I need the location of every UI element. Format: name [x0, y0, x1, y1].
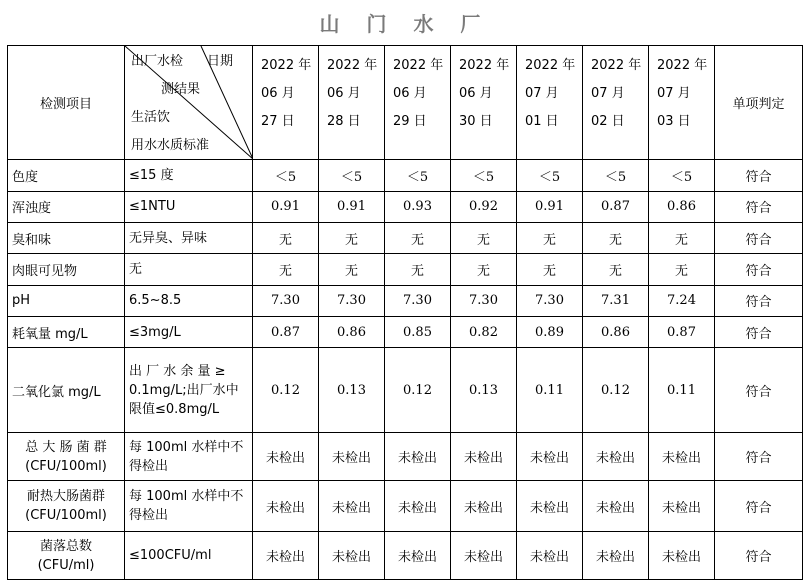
result-value: 无 [649, 254, 715, 285]
table-row [8, 160, 803, 191]
header-date [649, 46, 715, 160]
table-row [8, 222, 803, 253]
header-date-d: 29 日 [393, 114, 427, 129]
table-row [8, 254, 803, 285]
result-value: 0.91 [319, 191, 385, 222]
result-value: 0.11 [649, 348, 715, 433]
judgement: 符合 [715, 433, 803, 481]
judgement: 符合 [715, 532, 803, 580]
result-value: 0.86 [319, 317, 385, 348]
diag-bottom-2: 用水水质标准 [131, 138, 210, 153]
diag-mid: 测结果 [161, 82, 201, 97]
result-value: ＜5 [385, 160, 451, 191]
judgement: 符合 [715, 222, 803, 253]
item-name: 色度 [8, 160, 125, 191]
water-quality-table [7, 45, 803, 580]
header-date-d: 03 日 [657, 114, 691, 129]
standard-line: ≤15 度 [129, 167, 174, 183]
result-value: 7.24 [649, 285, 715, 316]
result-value: 无 [319, 222, 385, 253]
header-date-m: 06 月 [459, 86, 493, 101]
judgement: 符合 [715, 254, 803, 285]
result-value: 未检出 [583, 433, 649, 481]
item-name-line: 菌落总数 [39, 538, 92, 554]
standard-line: ≤1NTU [129, 199, 176, 215]
header-date-y: 2022 年 [393, 58, 444, 73]
header-judge-label: 单项判定 [715, 46, 803, 160]
header-date-d: 28 日 [327, 114, 361, 129]
table-row [8, 433, 803, 481]
item-name-line: (CFU/100ml) [25, 458, 107, 474]
result-value: 7.30 [451, 285, 517, 316]
item-name-line: (CFU/100ml) [25, 508, 107, 524]
diag-top-left: 出厂水检 [131, 54, 184, 69]
header-date [385, 46, 451, 160]
standard-line: 6.5~8.5 [129, 293, 182, 309]
table-row [8, 348, 803, 433]
result-value: 无 [385, 254, 451, 285]
standard-line: 无异臭、异味 [129, 230, 208, 246]
result-value: 未检出 [517, 532, 583, 580]
standard-limit [125, 222, 253, 253]
result-value: ＜5 [583, 160, 649, 191]
item-name: pH [8, 285, 125, 316]
standard-line: 每 100ml 水样中不 [129, 439, 244, 455]
header-date-y: 2022 年 [525, 58, 576, 73]
page-title: 山 门 水 厂 [319, 12, 491, 36]
table-row [8, 285, 803, 316]
header-date-y: 2022 年 [459, 58, 510, 73]
header-date [319, 46, 385, 160]
item-name-line: 总 大 肠 菌 群 [25, 439, 107, 455]
result-value: 未检出 [319, 433, 385, 481]
result-value: 0.12 [583, 348, 649, 433]
standard-limit [125, 191, 253, 222]
judgement: 符合 [715, 480, 803, 532]
result-value: 0.91 [253, 191, 319, 222]
result-value: ＜5 [517, 160, 583, 191]
result-value: ＜5 [649, 160, 715, 191]
result-value: 无 [253, 222, 319, 253]
result-value: 无 [451, 254, 517, 285]
result-value: 未检出 [385, 480, 451, 532]
standard-limit [125, 532, 253, 580]
header-date-m: 06 月 [327, 86, 361, 101]
item-name-line: (CFU/ml) [37, 557, 95, 573]
result-value: ＜5 [319, 160, 385, 191]
header-date-y: 2022 年 [657, 58, 708, 73]
standard-limit [125, 317, 253, 348]
result-value: 无 [517, 254, 583, 285]
result-value: 未检出 [649, 532, 715, 580]
result-value: 未检出 [517, 433, 583, 481]
header-date [583, 46, 649, 160]
result-value: 0.12 [253, 348, 319, 433]
result-value: ＜5 [451, 160, 517, 191]
item-name: 浑浊度 [8, 191, 125, 222]
standard-limit [125, 480, 253, 532]
result-value: 未检出 [319, 480, 385, 532]
result-value: 0.87 [583, 191, 649, 222]
result-value: 未检出 [517, 480, 583, 532]
standard-line: 限值≤0.8mg/L [129, 401, 220, 417]
item-name [8, 480, 125, 532]
standard-line: ≤3mg/L [129, 324, 181, 340]
result-value: 无 [649, 222, 715, 253]
standard-limit [125, 348, 253, 433]
table-row [8, 480, 803, 532]
result-value: 未检出 [253, 433, 319, 481]
result-value: 0.92 [451, 191, 517, 222]
header-date-y: 2022 年 [327, 58, 378, 73]
standard-line: 每 100ml 水样中不 [129, 489, 244, 505]
result-value: 无 [253, 254, 319, 285]
header-date-m: 06 月 [261, 86, 295, 101]
result-value: 无 [583, 222, 649, 253]
result-value: 0.13 [451, 348, 517, 433]
standard-line: 得检出 [129, 508, 169, 524]
header-date-d: 02 日 [591, 114, 625, 129]
result-value: 未检出 [583, 532, 649, 580]
item-name-line: 耐热大肠菌群 [26, 489, 105, 505]
result-value: 7.30 [385, 285, 451, 316]
result-value: 未检出 [649, 480, 715, 532]
judgement: 符合 [715, 317, 803, 348]
standard-line: 出 厂 水 余 量 ≥ [129, 363, 226, 379]
standard-limit [125, 285, 253, 316]
result-value: 7.31 [583, 285, 649, 316]
table-body [8, 46, 803, 580]
result-value: ＜5 [253, 160, 319, 191]
standard-line: 得检出 [129, 458, 169, 474]
header-date-d: 01 日 [525, 114, 559, 129]
table-row [8, 532, 803, 580]
result-value: 0.12 [385, 348, 451, 433]
standard-limit [125, 254, 253, 285]
standard-line: 无 [129, 261, 143, 277]
standard-limit [125, 433, 253, 481]
table-row [8, 191, 803, 222]
result-value: 0.11 [517, 348, 583, 433]
item-name: 肉眼可见物 [8, 254, 125, 285]
header-date-d: 30 日 [459, 114, 493, 129]
header-row [8, 46, 803, 160]
diag-bottom-1: 生活饮 [131, 110, 171, 125]
result-value: 无 [451, 222, 517, 253]
result-value: 0.86 [649, 191, 715, 222]
judgement: 符合 [715, 191, 803, 222]
header-date [451, 46, 517, 160]
result-value: 未检出 [451, 480, 517, 532]
header-date-m: 07 月 [657, 86, 691, 101]
result-value: 未检出 [649, 433, 715, 481]
result-value: 未检出 [451, 433, 517, 481]
result-value: 0.82 [451, 317, 517, 348]
result-value: 0.91 [517, 191, 583, 222]
result-value: 0.87 [253, 317, 319, 348]
judgement: 符合 [715, 285, 803, 316]
judgement: 符合 [715, 348, 803, 433]
standard-line: 0.1mg/L;出厂水中 [129, 382, 239, 398]
result-value: 0.87 [649, 317, 715, 348]
item-name: 耗氧量 mg/L [8, 317, 125, 348]
header-date-d: 27 日 [261, 114, 295, 129]
item-name [8, 433, 125, 481]
result-value: 未检出 [253, 480, 319, 532]
standard-line: ≤100CFU/ml [129, 548, 212, 564]
header-diagonal-cell [125, 46, 253, 160]
item-name [8, 532, 125, 580]
result-value: 7.30 [517, 285, 583, 316]
table-row [8, 317, 803, 348]
result-value: 0.93 [385, 191, 451, 222]
result-value: 未检出 [385, 532, 451, 580]
header-date-m: 07 月 [525, 86, 559, 101]
header-date [517, 46, 583, 160]
standard-limit [125, 160, 253, 191]
result-value: 未检出 [253, 532, 319, 580]
result-value: 0.85 [385, 317, 451, 348]
result-value: 未检出 [583, 480, 649, 532]
result-value: 无 [517, 222, 583, 253]
header-date-m: 07 月 [591, 86, 625, 101]
result-value: 7.30 [319, 285, 385, 316]
result-value: 未检出 [451, 532, 517, 580]
diag-top-right: 日期 [207, 54, 234, 69]
header-date-y: 2022 年 [261, 58, 312, 73]
result-value: 0.89 [517, 317, 583, 348]
item-name: 二氧化氯 mg/L [8, 348, 125, 433]
judgement: 符合 [715, 160, 803, 191]
result-value: 7.30 [253, 285, 319, 316]
result-value: 无 [385, 222, 451, 253]
item-name: 臭和味 [8, 222, 125, 253]
header-date-m: 06 月 [393, 86, 427, 101]
header-date [253, 46, 319, 160]
result-value: 0.13 [319, 348, 385, 433]
result-value: 未检出 [319, 532, 385, 580]
result-value: 无 [583, 254, 649, 285]
result-value: 未检出 [385, 433, 451, 481]
header-item-label: 检测项目 [8, 46, 125, 160]
result-value: 无 [319, 254, 385, 285]
result-value: 0.86 [583, 317, 649, 348]
header-date-y: 2022 年 [591, 58, 642, 73]
